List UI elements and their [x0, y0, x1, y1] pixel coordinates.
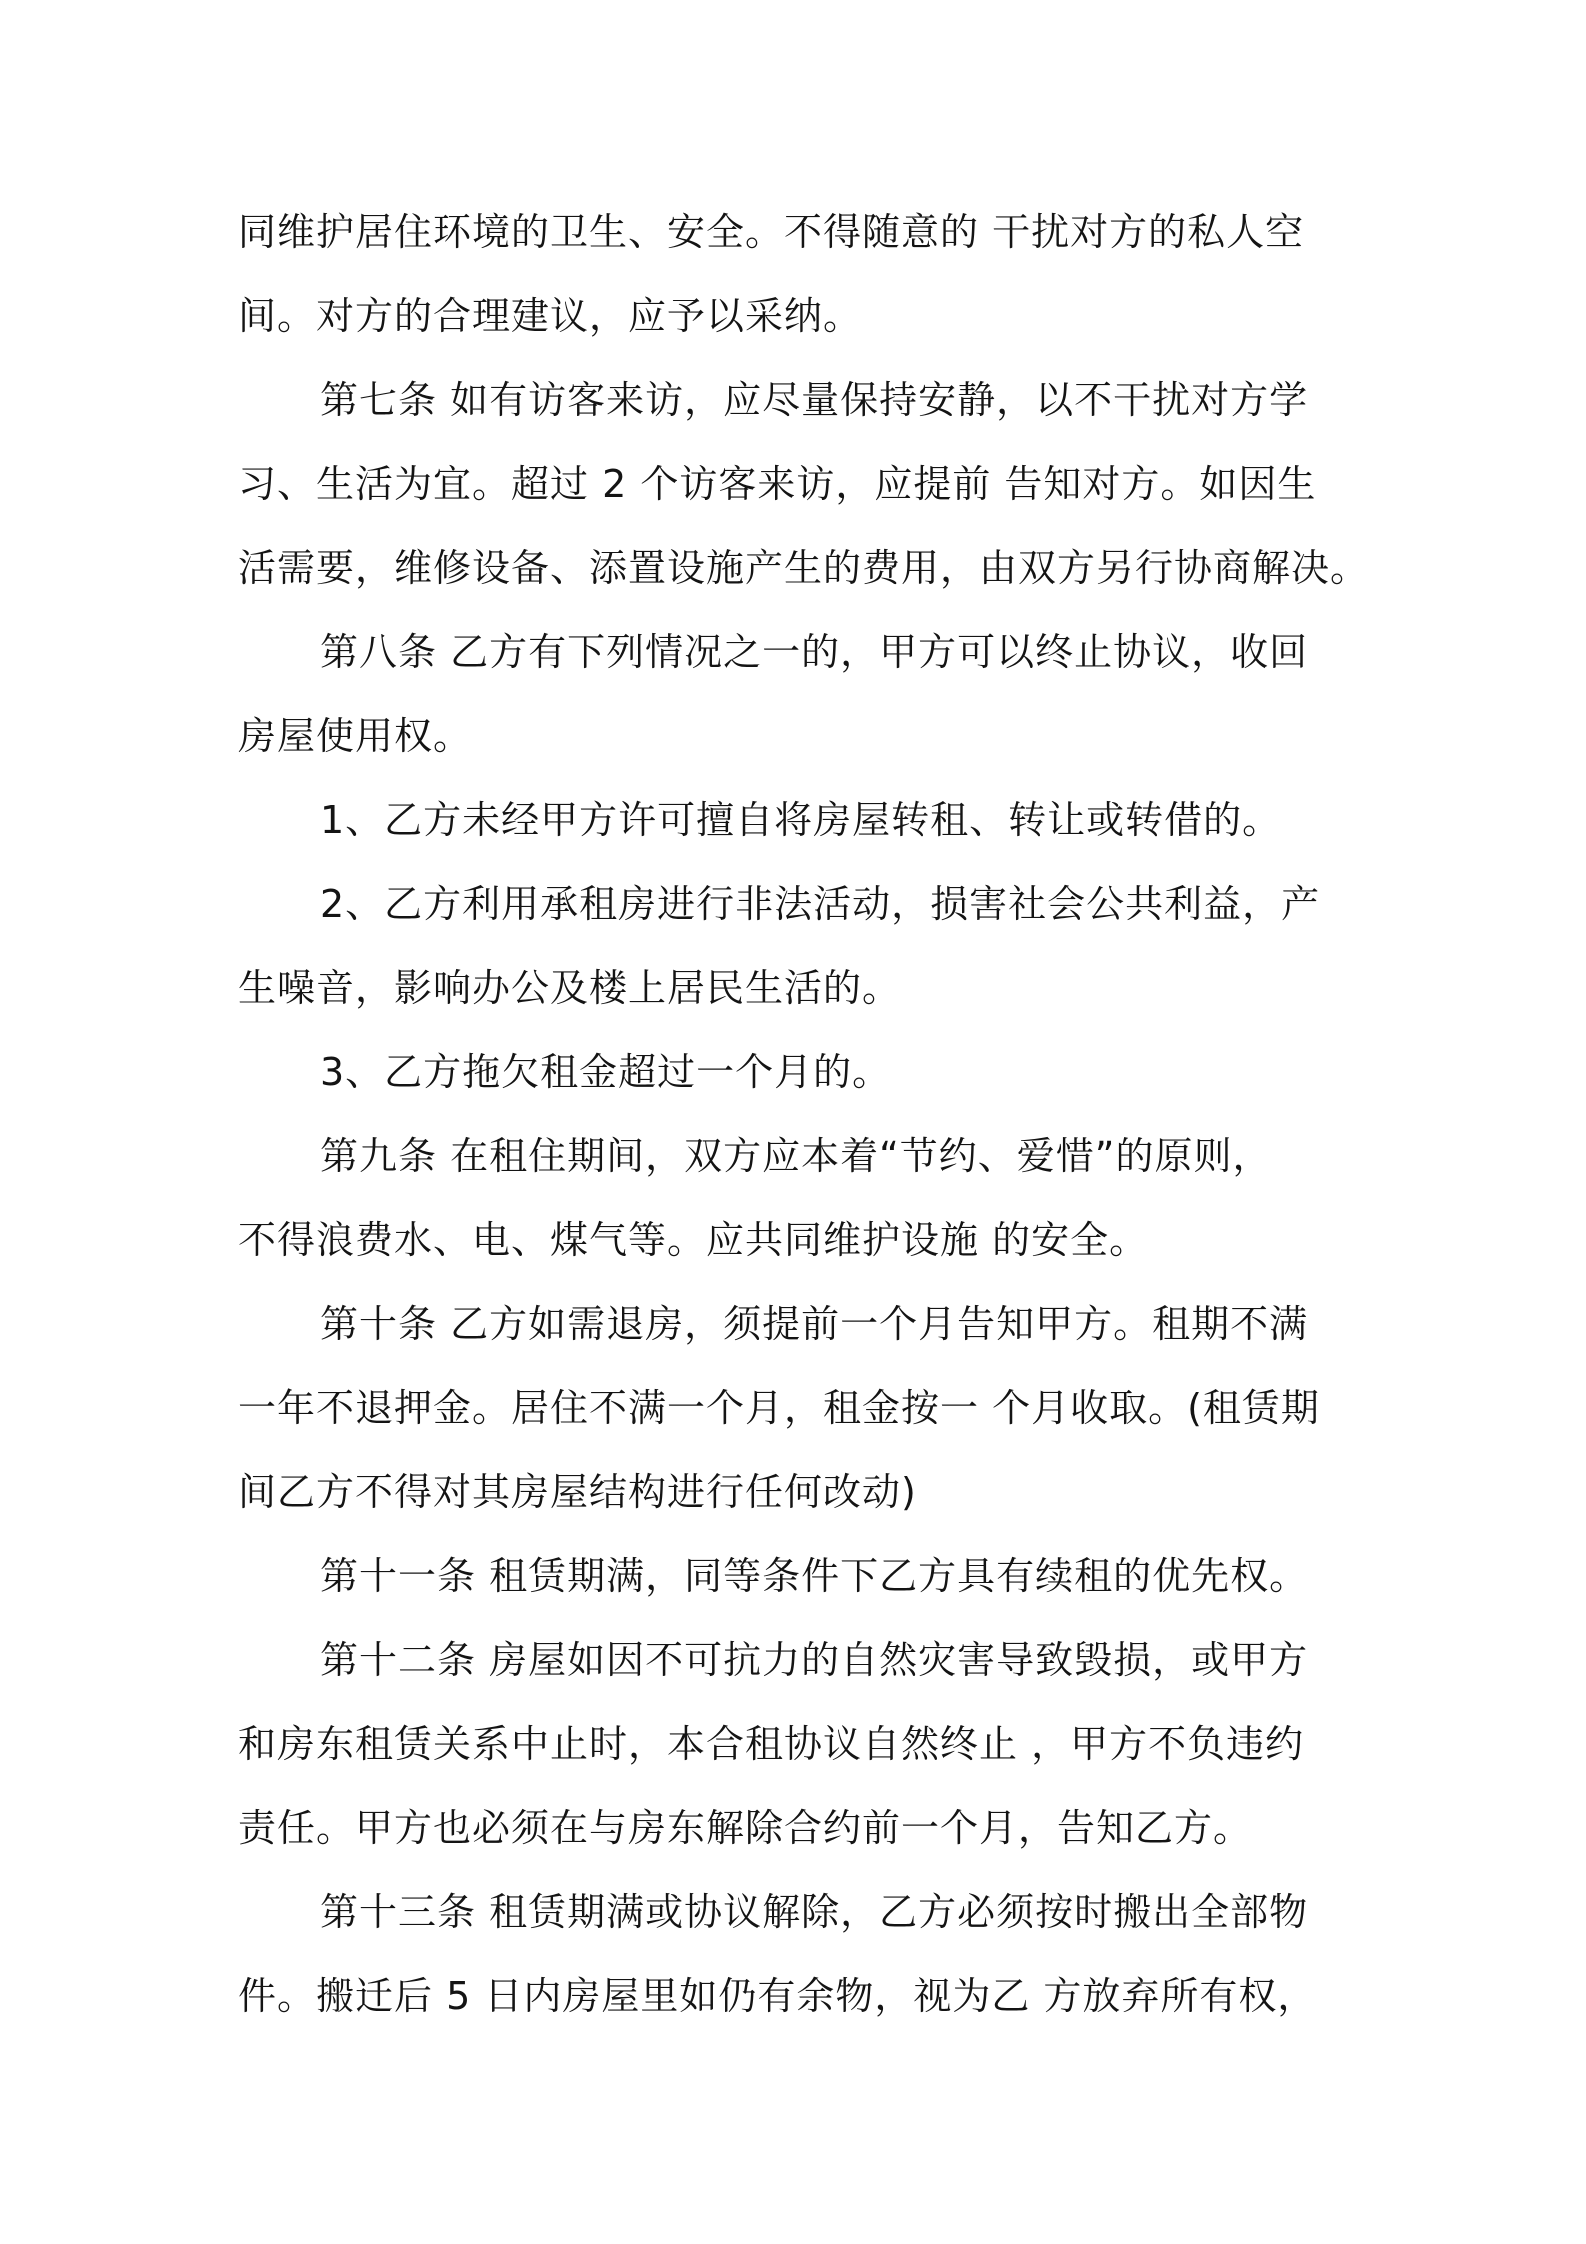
text-line: 活需要，维修设备、添置设施产生的费用，由双方另行协商解决。 [238, 546, 1370, 590]
text-line: 同维护居住环境的卫生、安全。不得随意的 干扰对方的私人空 [238, 210, 1305, 254]
article-13-line: 第十三条 租赁期满或协议解除，乙方必须按时搬出全部物 [320, 1890, 1309, 1934]
text-line: 责任。甲方也必须在与房东解除合约前一个月，告知乙方。 [238, 1806, 1253, 1850]
text-line: 和房东租赁关系中止时，本合租协议自然终止 ，甲方不负违约 [238, 1722, 1305, 1766]
text-line: 间。对方的合理建议，应予以采纳。 [238, 294, 863, 338]
text-line: 间乙方不得对其房屋结构进行任何改动) [238, 1470, 917, 1514]
text-line: 不得浪费水、电、煤气等。应共同维护设施 的安全。 [238, 1218, 1149, 1262]
article-9-line: 第九条 在租住期间，双方应本着“节约、爱惜”的原则， [320, 1134, 1272, 1178]
article-10-line: 第十条 乙方如需退房，须提前一个月告知甲方。租期不满 [320, 1302, 1309, 1346]
text-line: 生噪音，影响办公及楼上居民生活的。 [238, 966, 902, 1010]
text-line: 习、生活为宜。超过 2 个访客来访，应提前 告知对方。如因生 [238, 462, 1317, 506]
list-item-2: 2、乙方利用承租房进行非法活动，损害社会公共利益，产 [320, 882, 1321, 926]
article-12-line: 第十二条 房屋如因不可抗力的自然灾害导致毁损，或甲方 [320, 1638, 1309, 1682]
list-item-3: 3、乙方拖欠租金超过一个月的。 [320, 1050, 892, 1094]
article-8-line: 第八条 乙方有下列情况之一的，甲方可以终止协议，收回 [320, 630, 1309, 674]
list-item-1: 1、乙方未经甲方许可擅自将房屋转租、转让或转借的。 [320, 798, 1282, 842]
document-body [238, 190, 1370, 2038]
text-line: 房屋使用权。 [238, 714, 473, 758]
article-11-line: 第十一条 租赁期满，同等条件下乙方具有续租的优先权。 [320, 1554, 1309, 1598]
text-line: 一年不退押金。居住不满一个月，租金按一 个月收取。(租赁期 [238, 1386, 1320, 1430]
article-7-line: 第七条 如有访客来访，应尽量保持安静，以不干扰对方学 [320, 378, 1309, 422]
text-line: 件。搬迁后 5 日内房屋里如仍有余物，视为乙 方放弃所有权， [238, 1974, 1317, 2018]
